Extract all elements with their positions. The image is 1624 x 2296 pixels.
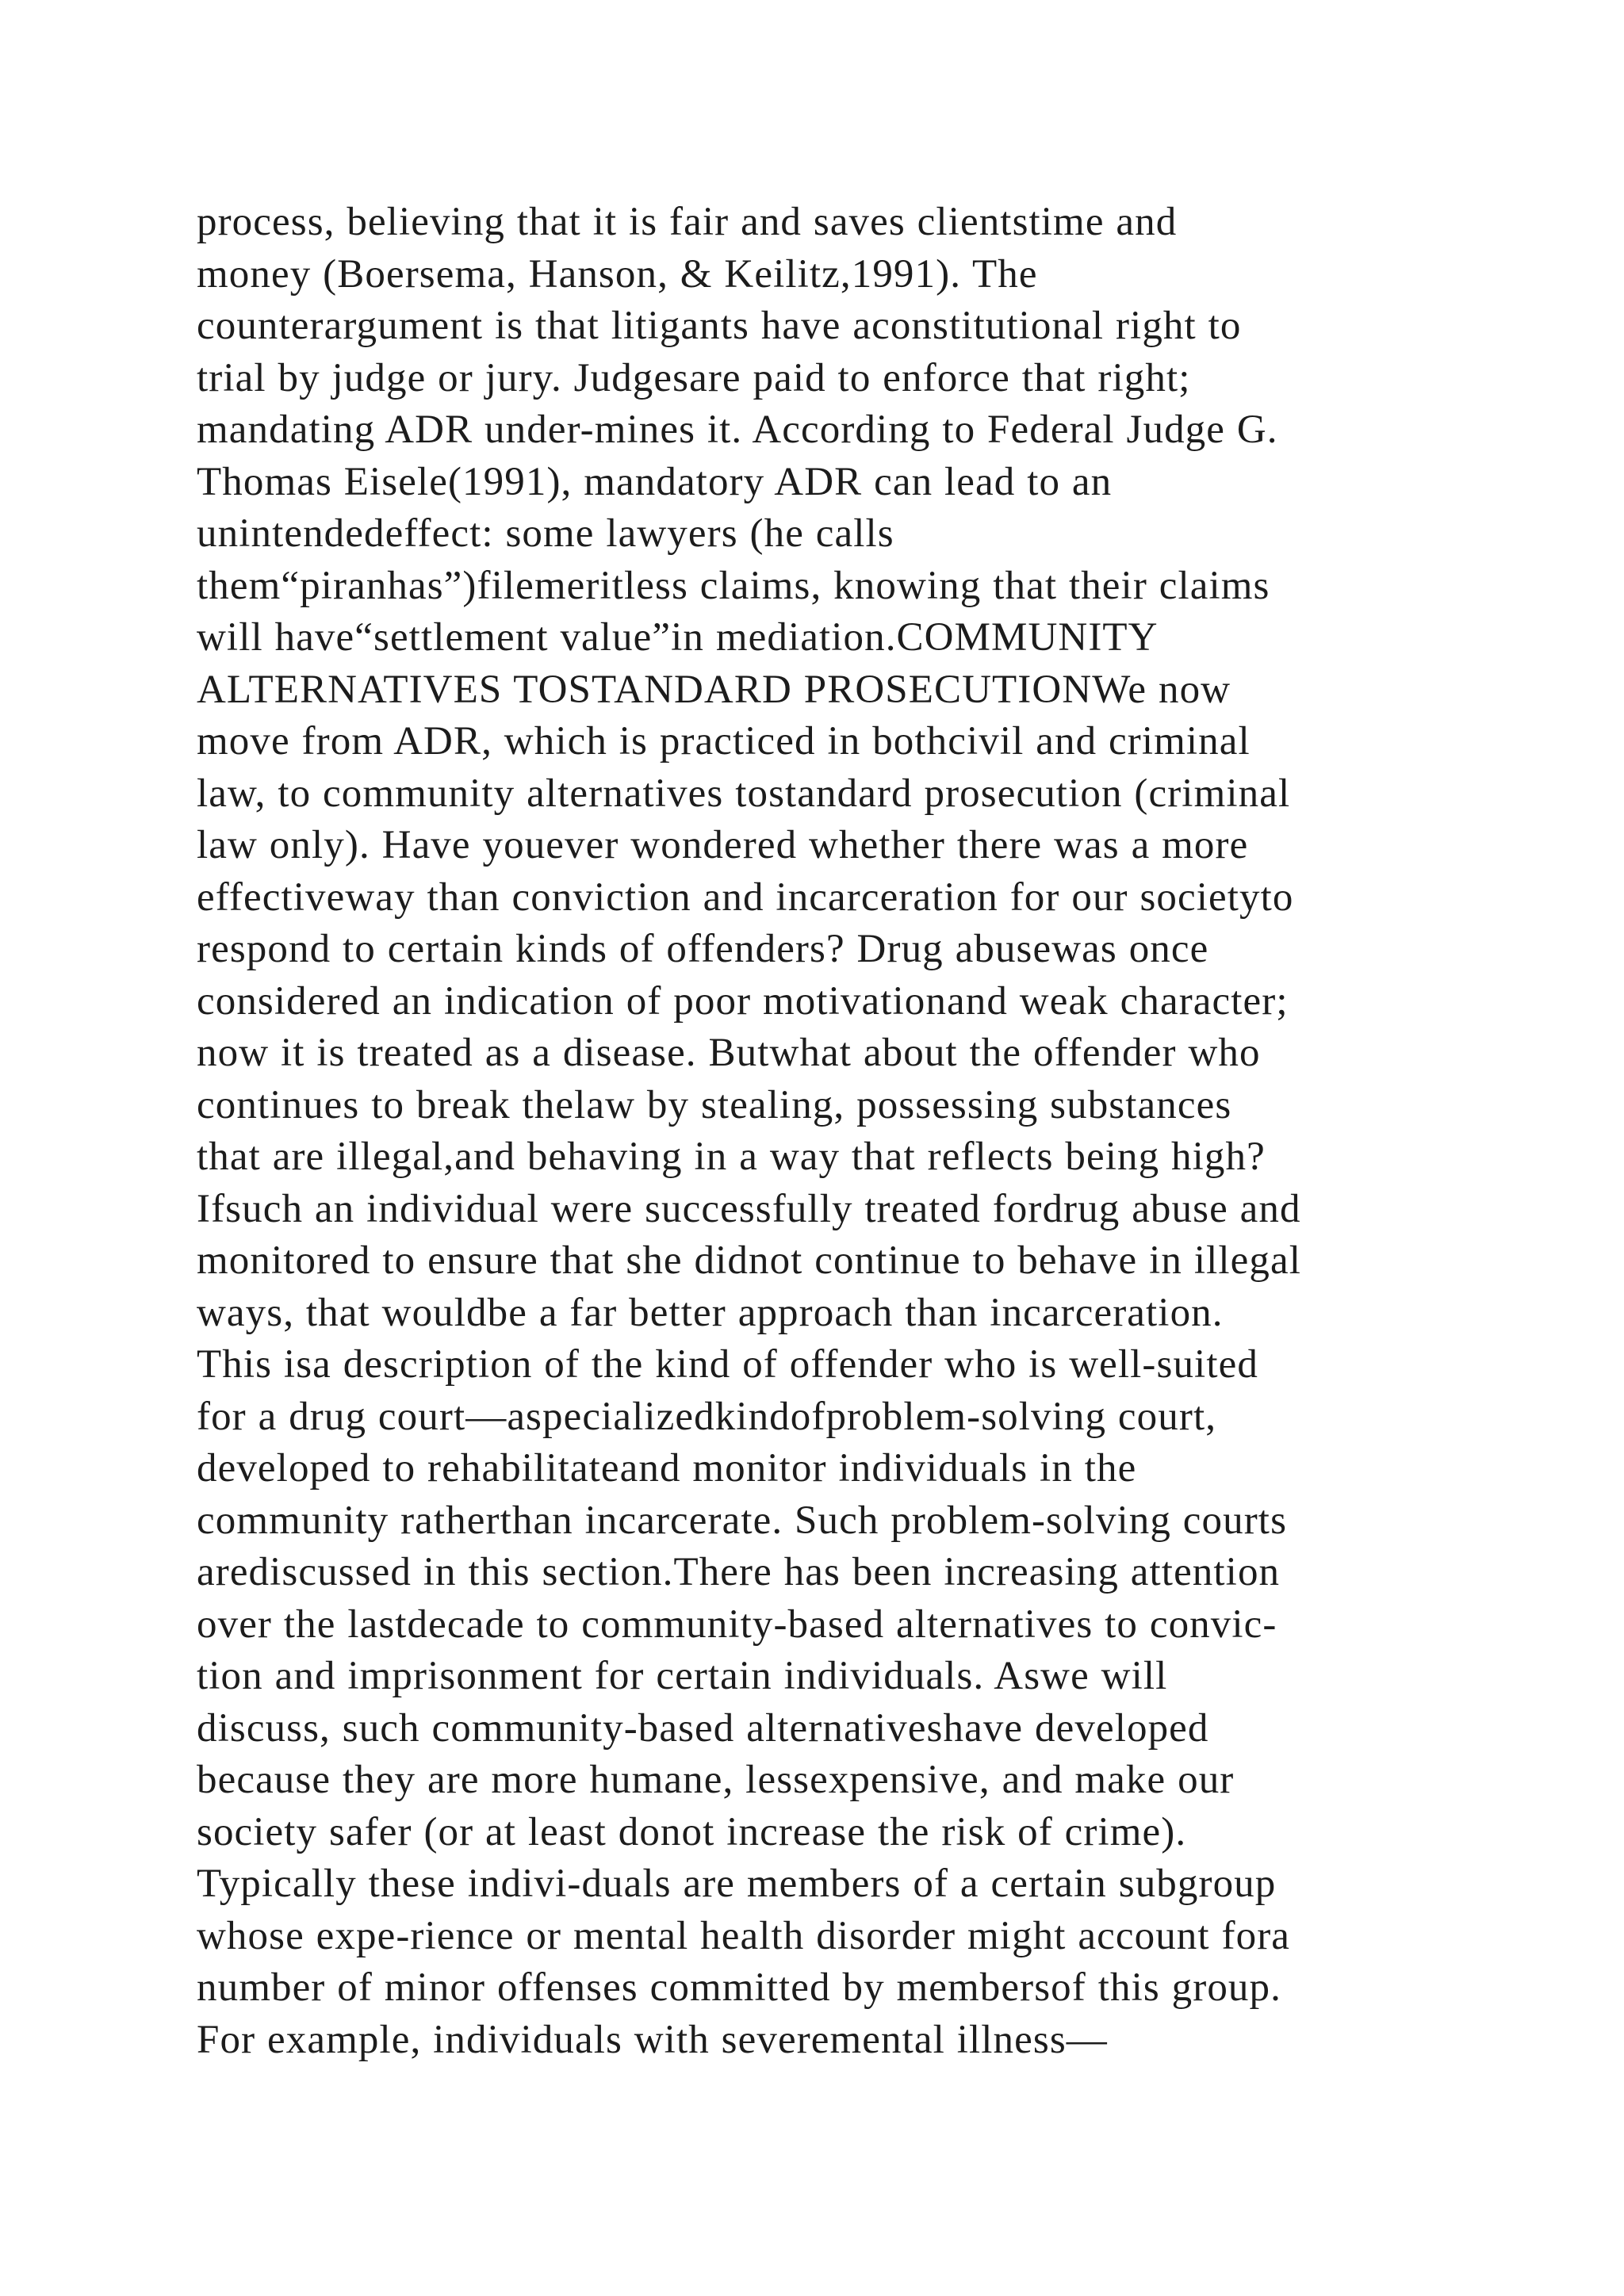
text-line: respond to certain kinds of offenders? Drug abusewas once (197, 927, 1209, 971)
text-line: money (Boersema, Hanson, & Keilitz,1991). The (197, 251, 1038, 297)
text-line: tion and imprisonment for certain individuals. Aswe will (197, 1654, 1168, 1698)
text-line: Typically these indivi-duals are members of a certain subgroup (197, 1862, 1277, 1906)
text-line: process, believing that it is fair and saves clientstime and (197, 200, 1178, 244)
text-line: counterargument is that litigants have aconstitutional right to (197, 304, 1242, 348)
text-line: society safer (or at least donot increase the risk of crime). (197, 1809, 1187, 1854)
text-line: effectiveway than conviction and incarceration for our societyto (197, 874, 1294, 920)
text-line: them“piranhas”)filemeritless claims, knowing that their claims (197, 563, 1270, 608)
text-line: ways, that wouldbe a far better approach than incarceration. (197, 1290, 1224, 1335)
text-line: whose expe-rience or mental health disorder might account fora (197, 1913, 1291, 1958)
text-line: over the lastdecade to community-based alternatives to convic- (197, 1601, 1277, 1647)
text-line: considered an indication of poor motivationand weak character; (197, 978, 1289, 1024)
text-line: law, to community alternatives tostandard prosecution (criminal (197, 771, 1291, 816)
text-line: move from ADR, which is practiced in bothcivil and criminal (197, 719, 1251, 763)
text-line: continues to break thelaw by stealing, possessing substances (197, 1082, 1232, 1127)
text-line: unintendedeffect: some lawyers (he calls (197, 511, 894, 556)
text-line: arediscussed in this section.There has been increasing attention (197, 1550, 1281, 1594)
text-line: law only). Have youever wondered whether there was a more (197, 823, 1249, 867)
text-line: developed to rehabilitateand monitor individuals in the (197, 1446, 1137, 1490)
text-line: discuss, such community-based alternativeshave developed (197, 1705, 1209, 1751)
text-line: for a drug court—aspecializedkindofproblem-solving court, (197, 1394, 1217, 1439)
text-line: now it is treated as a disease. Butwhat about the offender who (197, 1031, 1261, 1075)
text-line: Ifsuch an individual were successfully treated fordrug abuse and (197, 1186, 1301, 1231)
text-line: community ratherthan incarcerate. Such problem-solving courts (197, 1498, 1288, 1543)
text-line: mandating ADR under-mines it. According to Federal Judge G. (197, 408, 1278, 452)
text-line: monitored to ensure that she didnot continue to behave in illegal (197, 1238, 1302, 1283)
text-line: Thomas Eisele(1991), mandatory ADR can lead to an (197, 459, 1113, 504)
text-line: number of minor offenses committed by membersof this group. (197, 1965, 1281, 2010)
text-line: will have“settlement value”in mediation.COMMUNITY (197, 615, 1159, 660)
text-line: because they are more humane, lessexpensive, and make our (197, 1758, 1235, 1802)
text-line: that are illegal,and behaving in a way that reflects being high? (197, 1135, 1266, 1179)
text-line: trial by judge or jury. Judgesare paid to enforce that right; (197, 355, 1191, 400)
text-line: ALTERNATIVES TOSTANDARD PROSECUTIONWe now (197, 667, 1231, 712)
text-line: This isa description of the kind of offender who is well-suited (197, 1342, 1258, 1387)
text-line: For example, individuals with severemental illness— (197, 2017, 1108, 2062)
body-text (197, 197, 1481, 2066)
